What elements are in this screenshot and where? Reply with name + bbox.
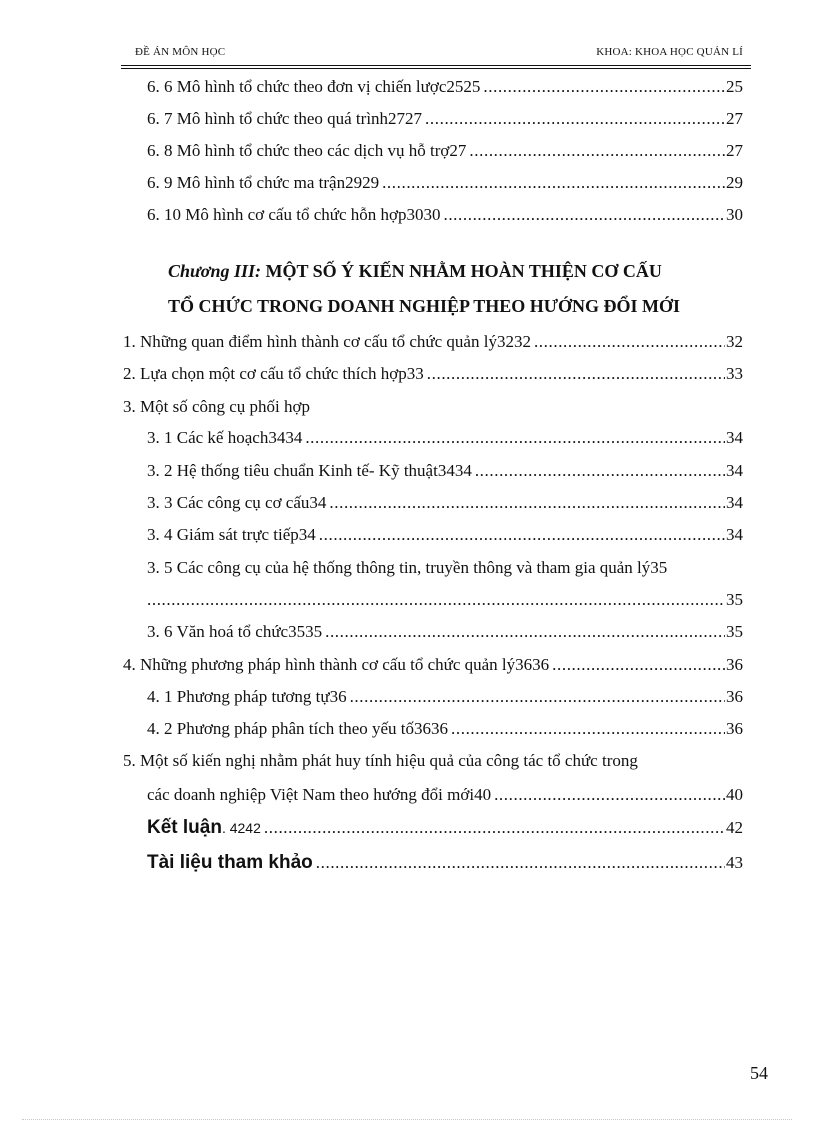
toc-entry[interactable]: 1. Những quan điểm hình thành cơ cấu tổ chức quản lý3232 ..... 32 [123,332,743,356]
toc-entry[interactable]: 4. Những phương pháp hình thành cơ cấu tổ chức quản lý3636 ..... 36 [123,655,743,679]
page-number: 54 [750,1063,768,1083]
toc-entry-wrapped[interactable]: 5. Một số kiến nghị nhằm phát huy tính hiệu quả của công tác tổ chức trong [123,751,638,770]
toc-entry[interactable]: 3. 6 Văn hoá tổ chức3535 ..... 35 [147,622,743,646]
toc-entry-wrapped[interactable]: 3. 5 Các công cụ của hệ thống thông tin, truyền thông và tham gia quản lý35 [147,558,668,577]
header-right: KHOA: KHOA HỌC QUẢN LÍ [596,46,743,58]
toc-entry[interactable]: 6. 10 Mô hình cơ cấu tổ chức hỗn hợp3030 ..... 30 [147,205,743,229]
header-rule [121,65,751,66]
toc-entry[interactable]: 2. Lựa chọn một cơ cấu tổ chức thích hợp33 ..... 33 [123,364,743,388]
toc-entry[interactable]: 6. 6 Mô hình tổ chức theo đơn vị chiến lược2525 ..... 25 [147,77,743,101]
toc-entry-continuation[interactable]: các doanh nghiệp Việt Nam theo hướng đổi mới40 ..... 40 [147,785,743,809]
toc-entry-continuation[interactable]: ..... 35 [147,590,743,614]
toc-entry-conclusion[interactable]: Kết luận . 4242 ..... 42 [147,817,743,841]
toc-entry[interactable]: 3. 1 Các kế hoạch3434 ..... 34 [147,428,743,452]
toc-entry[interactable]: 6. 7 Mô hình tổ chức theo quá trình2727 ..... 27 [147,109,743,133]
chapter-heading-line2: TỔ CHỨC TRONG DOANH NGHIỆP THEO HƯỚNG ĐỔI MỚI [168,296,681,316]
toc-entry[interactable]: 4. 2 Phương pháp phân tích theo yếu tố3636 ..... 36 [147,719,743,743]
header-rule-thin [121,68,751,69]
header-left: ĐỀ ÁN MÔN HỌC [135,46,226,58]
page-header [121,44,751,62]
toc-entry[interactable]: 3. 2 Hệ thống tiêu chuẩn Kinh tế- Kỹ thuật3434 ..... 34 [147,461,743,485]
chapter-heading-line1: Chương III: MỘT SỐ Ý KIẾN NHẰM HOÀN THIỆN CƠ CẤU [168,261,662,281]
toc-entry[interactable]: 6. 8 Mô hình tổ chức theo các dịch vụ hỗ trợ27 ..... 27 [147,141,743,165]
toc-entry[interactable]: 3. 4 Giám sát trực tiếp34 ..... 34 [147,525,743,549]
page-bottom-border [22,1119,792,1120]
toc-entry[interactable]: 6. 9 Mô hình tổ chức ma trận2929 ..... 29 [147,173,743,197]
toc-entry[interactable]: 3. 3 Các công cụ cơ cấu34 ..... 34 [147,493,743,517]
toc-entry[interactable]: 4. 1 Phương pháp tương tự36 ..... 36 [147,687,743,711]
toc-entry-references[interactable]: Tài liệu tham khảo ..... 43 [147,852,743,876]
toc-section-heading[interactable]: 3. Một số công cụ phối hợp [123,397,311,416]
